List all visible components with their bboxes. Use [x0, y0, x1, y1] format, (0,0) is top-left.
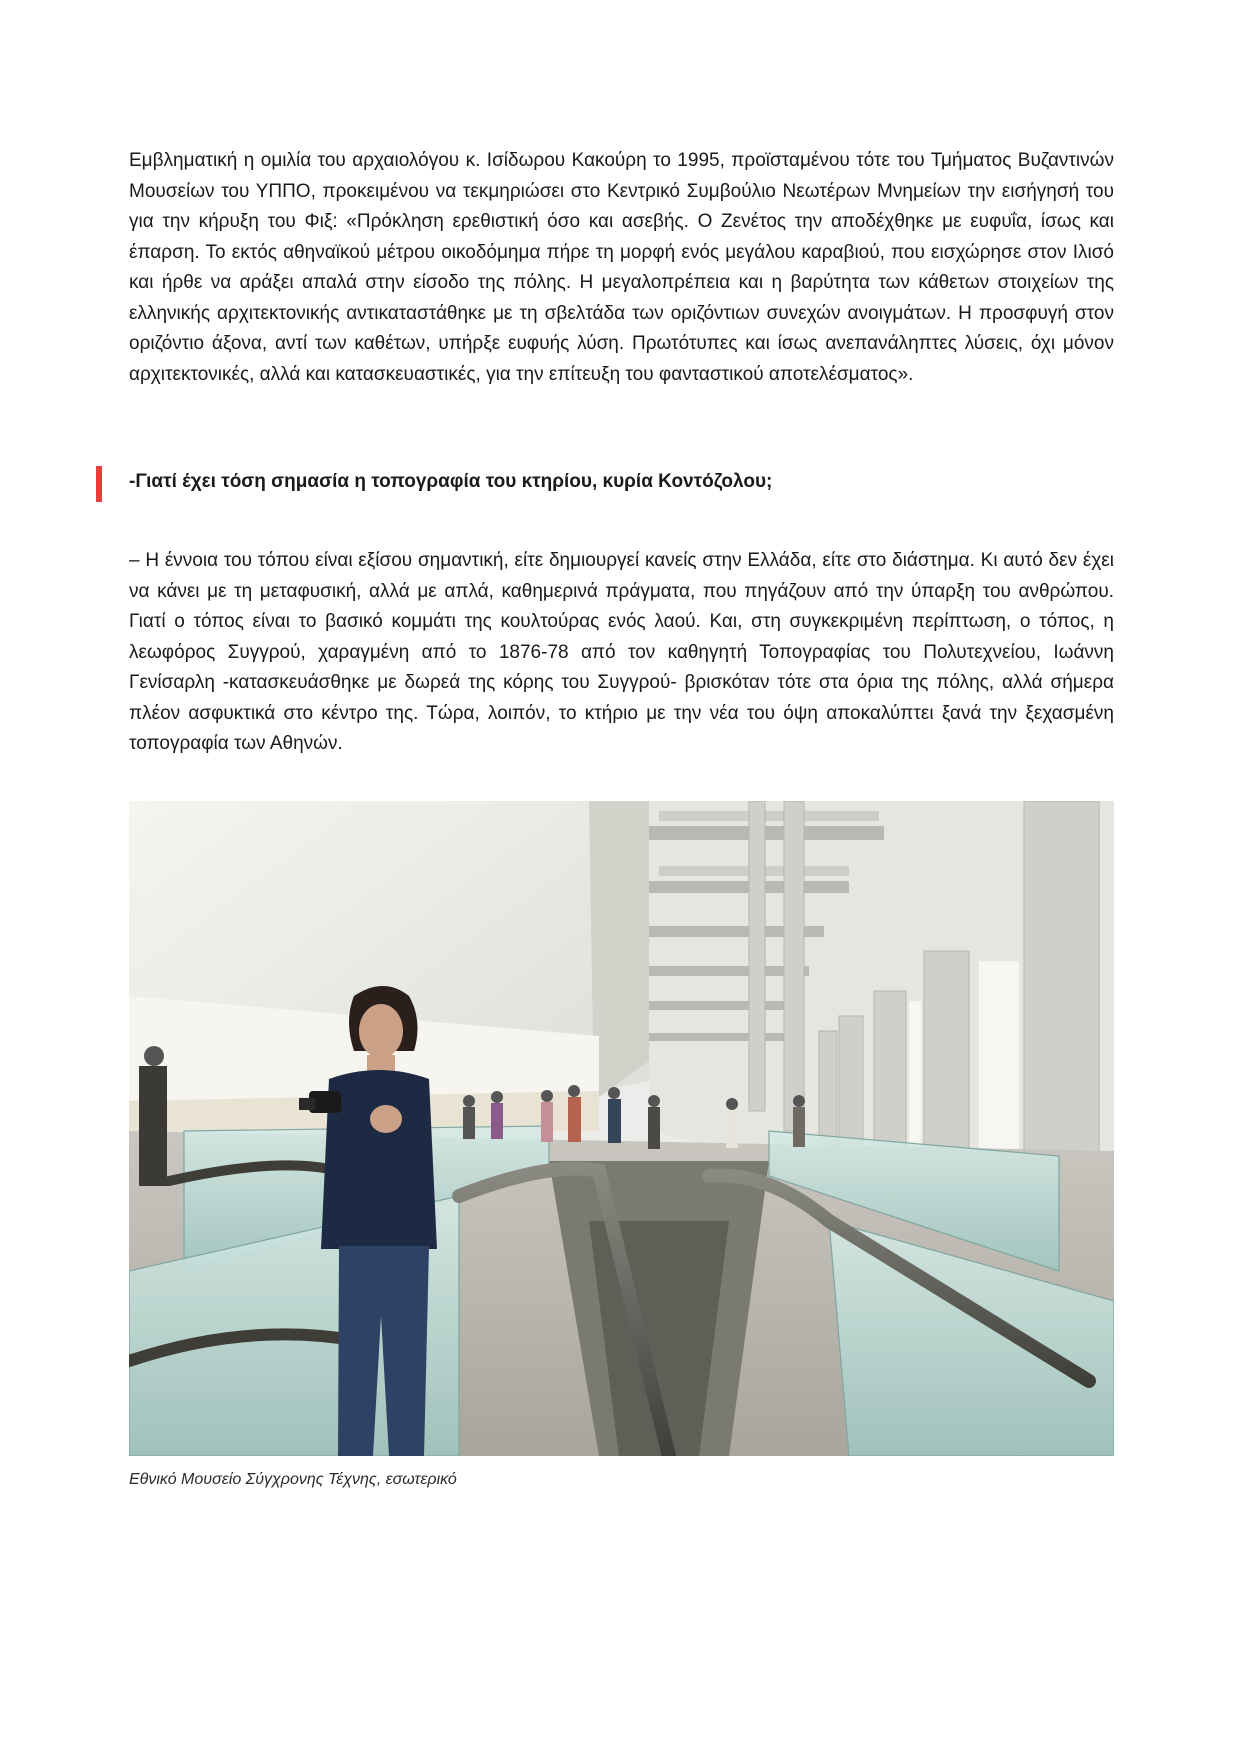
museum-interior-photo — [129, 801, 1114, 1456]
question-marker-bar — [96, 466, 102, 502]
body-paragraph-2: – Η έννοια του τόπου είναι εξίσου σημαντική, είτε δημιουργεί κανείς στην Ελλάδα, είτε στο διάστημα. Κι αυτό δεν έχει να κάνει με τη μεταφυσική, αλλά με απλά, καθημερινά πράγματα, που πηγάζουν από την ύπαρξη του ανθρώπου. Γιατί ο τόπος είναι το βασικό κομμάτι της κουλτούρας ενός λαού. Και, στη συγκεκριμένη περίπτωση, ο τόπος, η λεωφόρος Συγγρού, χαραγμένη από το 1876-78 από τον καθηγητή Τοπογραφίας του Πολυτεχνείου, Ιωάννη Γενίσαρλη -κατασκευάσθηκε με δωρεά της κόρης του Συγγρού- βρισκόταν τότε στα όρια της πόλης, αλλά σήμερα πλέον ασφυκτικά στο κέντρο της. Τώρα, λοιπόν, το κτήριο με την νέα του όψη αποκαλύπτει ξανά την ξεχασμένη τοπογραφία των Αθηνών. — [129, 550, 1114, 754]
body-paragraph-1: Εμβληματική η ομιλία του αρχαιολόγου κ. Ισίδωρου Κακούρη το 1995, προϊσταμένου τότε του Τμήματος Βυζαντινών Μουσείων του ΥΠΠΟ, προκειμένου να τεκμηριώσει στο Κεντρικό Συμβούλιο Νεωτέρων Μνημείων την εισήγησή του για την κήρυξη του Φιξ: «Πρόκληση ερεθιστική όσο και ασεβής. Ο Ζενέτος την αποδέχθηκε με ευφυΐα, ίσως και έπαρση. Το εκτός αθηναϊκού μέτρου οικοδόμημα πήρε τη μορφή ενός μεγάλου καραβιού, που εισχώρησε στον Ιλισό και ήρθε να αράξει απαλά στην είσοδο της πόλης. Η μεγαλοπρέπεια και η βαρύτητα των κάθετων στοιχείων της ελληνικής αρχιτεκτονικής αντικαταστάθηκε με τη σβελτάδα των οριζόντιων συνεχών ανοιγμάτων. Η προσφυγή στον οριζόντιο άξονα, αντί των καθέτων, υπήρξε ευφυής λύση. Πρωτότυπες και ίσως ανεπανάληπτες λύσεις, όχι μόνον αρχιτεκτονικές, αλλά και κατασκευαστικές, για την επίτευξη του φανταστικού αποτελέσματος». — [129, 150, 1114, 385]
interview-question — [96, 466, 1114, 502]
photo-caption: Εθνικό Μουσείο Σύγχρονης Τέχνης, εσωτερικό — [129, 1471, 457, 1488]
question-text: -Γιατί έχει τόση σημασία η τοπογραφία του κτηρίου, κυρία Κοντόζολου; — [129, 471, 773, 492]
